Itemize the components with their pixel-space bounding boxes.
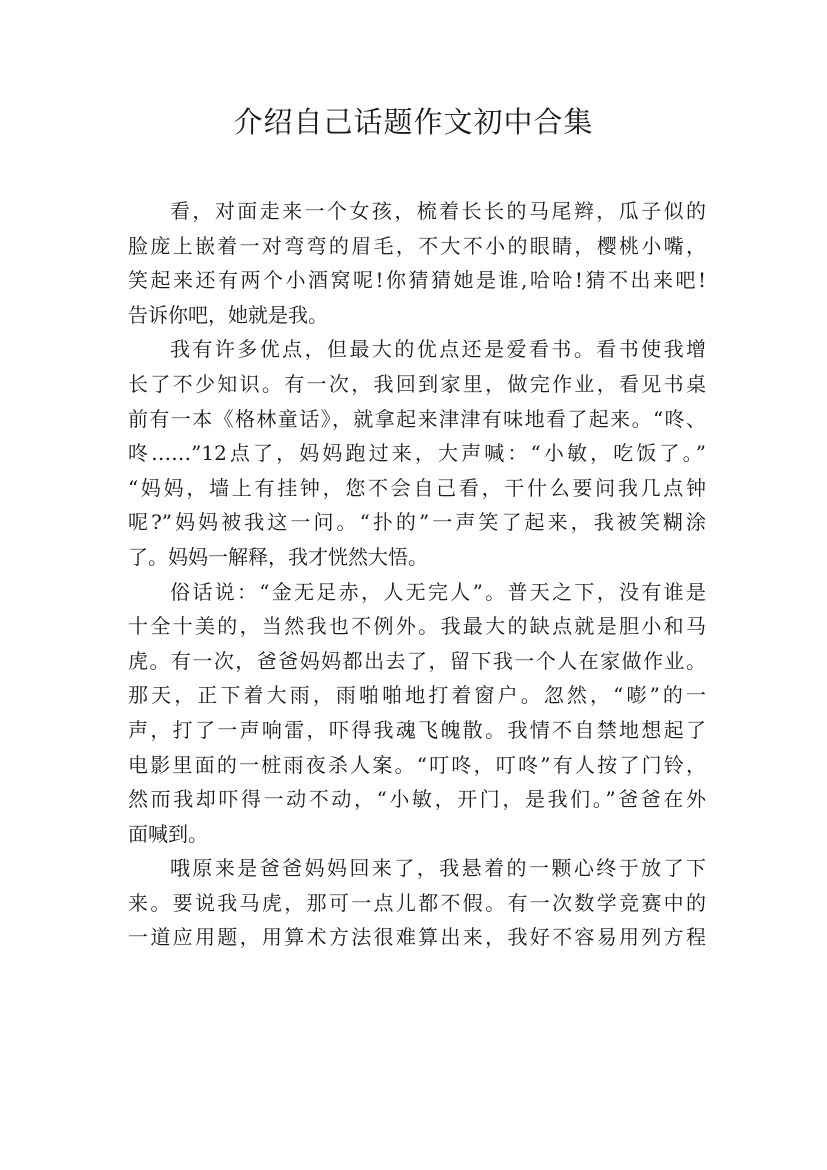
paragraph-4-line-1: 哦原来是爸爸妈妈回来了，我悬着的一颗心终于放了下 [170,856,706,881]
paragraph-2-line-2: 长了不少知识。有一次，我回到家里，做完作业，看见书桌 [128,371,706,396]
document-body [128,194,706,955]
paragraph-3-line-1: 俗话说：“金无足赤，人无完人”。普天之下，没有谁是 [170,579,706,604]
paragraph-3-line-2: 十全十美的，当然我也不例外。我最大的缺点就是胆小和马 [128,614,706,639]
document-title: 介绍自己话题作文初中合集 [233,105,594,139]
paragraph-4-line-2: 来。要说我马虎，那可一点儿都不假。有一次数学竞赛中的 [128,890,706,915]
paragraph-3-line-8: 面喊到。 [128,821,208,846]
paragraph-2-line-3: 前有一本《格林童话》，就拿起来津津有味地看了起来。“咚、 [128,406,706,431]
paragraph-2-line-6: 呢?”妈妈被我这一问。“扑的”一声笑了起来，我被笑糊涂 [128,510,706,535]
paragraph-1-line-4: 告诉你吧，她就是我。 [128,302,328,327]
paragraph-4-line-3: 一道应用题，用算术方法很难算出来，我好不容易用列方程 [128,925,706,950]
paragraph-3-line-7: 然而我却吓得一动不动，“小敏，开门，是我们。”爸爸在外 [128,787,706,812]
paragraph-1-line-3: 笑起来还有两个小酒窝呢!你猜猜她是谁,哈哈!猜不出来吧! [128,268,706,293]
paragraph-3-line-4: 那天，正下着大雨，雨啪啪地打着窗户。忽然，“嘭”的一 [128,683,706,708]
paragraph-1-line-1: 看，对面走来一个女孩，梳着长长的马尾辫，瓜子似的 [170,199,706,223]
paragraph-2-line-4: 咚……”12点了，妈妈跑过来，大声喊：“小敏，吃饭了。” [128,441,706,466]
paragraph-2-line-5: “妈妈，墙上有挂钟，您不会自己看，干什么要问我几点钟 [128,475,706,500]
paragraph-2-line-7: 了。妈妈一解释，我才恍然大悟。 [128,544,428,569]
paragraph-3-line-3: 虎。有一次，爸爸妈妈都出去了，留下我一个人在家做作业。 [128,648,706,673]
paragraph-3-line-6: 电影里面的一桩雨夜杀人案。“叮咚，叮咚”有人按了门铃， [128,752,706,777]
paragraph-1-line-2: 脸庞上嵌着一对弯弯的眉毛，不大不小的眼睛，樱桃小嘴， [128,233,706,258]
paragraph-2-line-1: 我有许多优点，但最大的优点还是爱看书。看书使我增 [170,337,706,362]
paragraph-3-line-5: 声，打了一声响雷，吓得我魂飞魄散。我情不自禁地想起了 [128,717,706,742]
